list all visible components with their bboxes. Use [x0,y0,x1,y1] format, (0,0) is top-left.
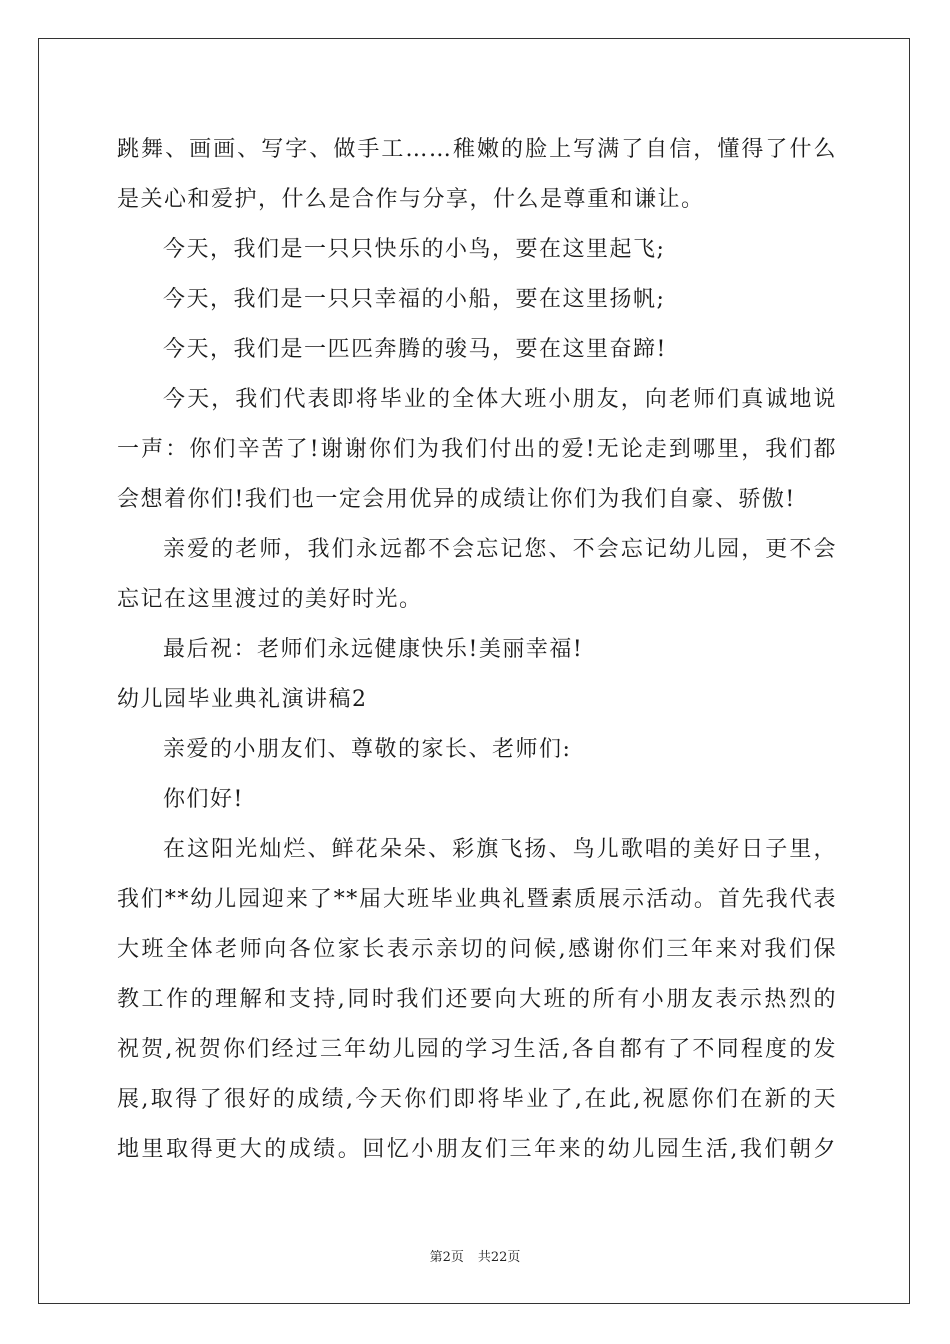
paragraph-line: 会想着你们!我们也一定会用优异的成绩让你们为我们自豪、骄傲! [117,487,796,512]
paragraph-line: 今天，我们是一只只幸福的小船，要在这里扬帆; [163,287,666,312]
paragraph-line: 是关心和爱护，什么是合作与分享，什么是尊重和谦让。 [117,187,705,212]
page-total: 共22页 [477,1250,521,1265]
paragraph-line: 我们**幼儿园迎来了**届大班毕业典礼暨素质展示活动。首先我代表 [117,887,837,912]
paragraph-line: 展,取得了很好的成绩,今天你们即将毕业了,在此,祝愿你们在新的天 [117,1087,837,1112]
paragraph-line: 亲爱的老师，我们永远都不会忘记您、不会忘记幼儿园，更不会 [163,537,837,562]
salutation-line: 亲爱的小朋友们、尊敬的家长、老师们: [163,737,572,762]
paragraph-line: 教工作的理解和支持,同时我们还要向大班的所有小朋友表示热烈的 [117,987,837,1012]
paragraph-line: 今天，我们是一匹匹奔腾的骏马，要在这里奋蹄! [163,337,667,362]
paragraph-line: 一声：你们辛苦了!谢谢你们为我们付出的爱!无论走到哪里，我们都 [117,437,837,462]
paragraph-line: 今天，我们代表即将毕业的全体大班小朋友，向老师们真诚地说 [163,387,837,412]
paragraph-line: 大班全体老师向各位家长表示亲切的问候,感谢你们三年来对我们保 [117,937,837,962]
paragraph-line: 祝贺,祝贺你们经过三年幼儿园的学习生活,各自都有了不同程度的发 [117,1037,837,1062]
section-heading: 幼儿园毕业典礼演讲稿2 [117,687,368,712]
page-number: 第2页 [429,1250,464,1265]
document-body [117,125,837,1175]
paragraph-line: 最后祝：老师们永远健康快乐!美丽幸福! [163,637,584,662]
paragraph-line: 忘记在这里渡过的美好时光。 [117,587,423,612]
greeting-line: 你们好! [163,787,244,812]
page-footer [0,1250,950,1266]
paragraph-line: 在这阳光灿烂、鲜花朵朵、彩旗飞扬、鸟儿歌唱的美好日子里， [163,837,837,862]
paragraph-line: 地里取得更大的成绩。回忆小朋友们三年来的幼儿园生活,我们朝夕 [117,1137,837,1162]
paragraph-line: 跳舞、画画、写字、做手工……稚嫩的脸上写满了自信，懂得了什么 [117,137,837,162]
paragraph-line: 今天，我们是一只只快乐的小鸟，要在这里起飞; [163,237,666,262]
